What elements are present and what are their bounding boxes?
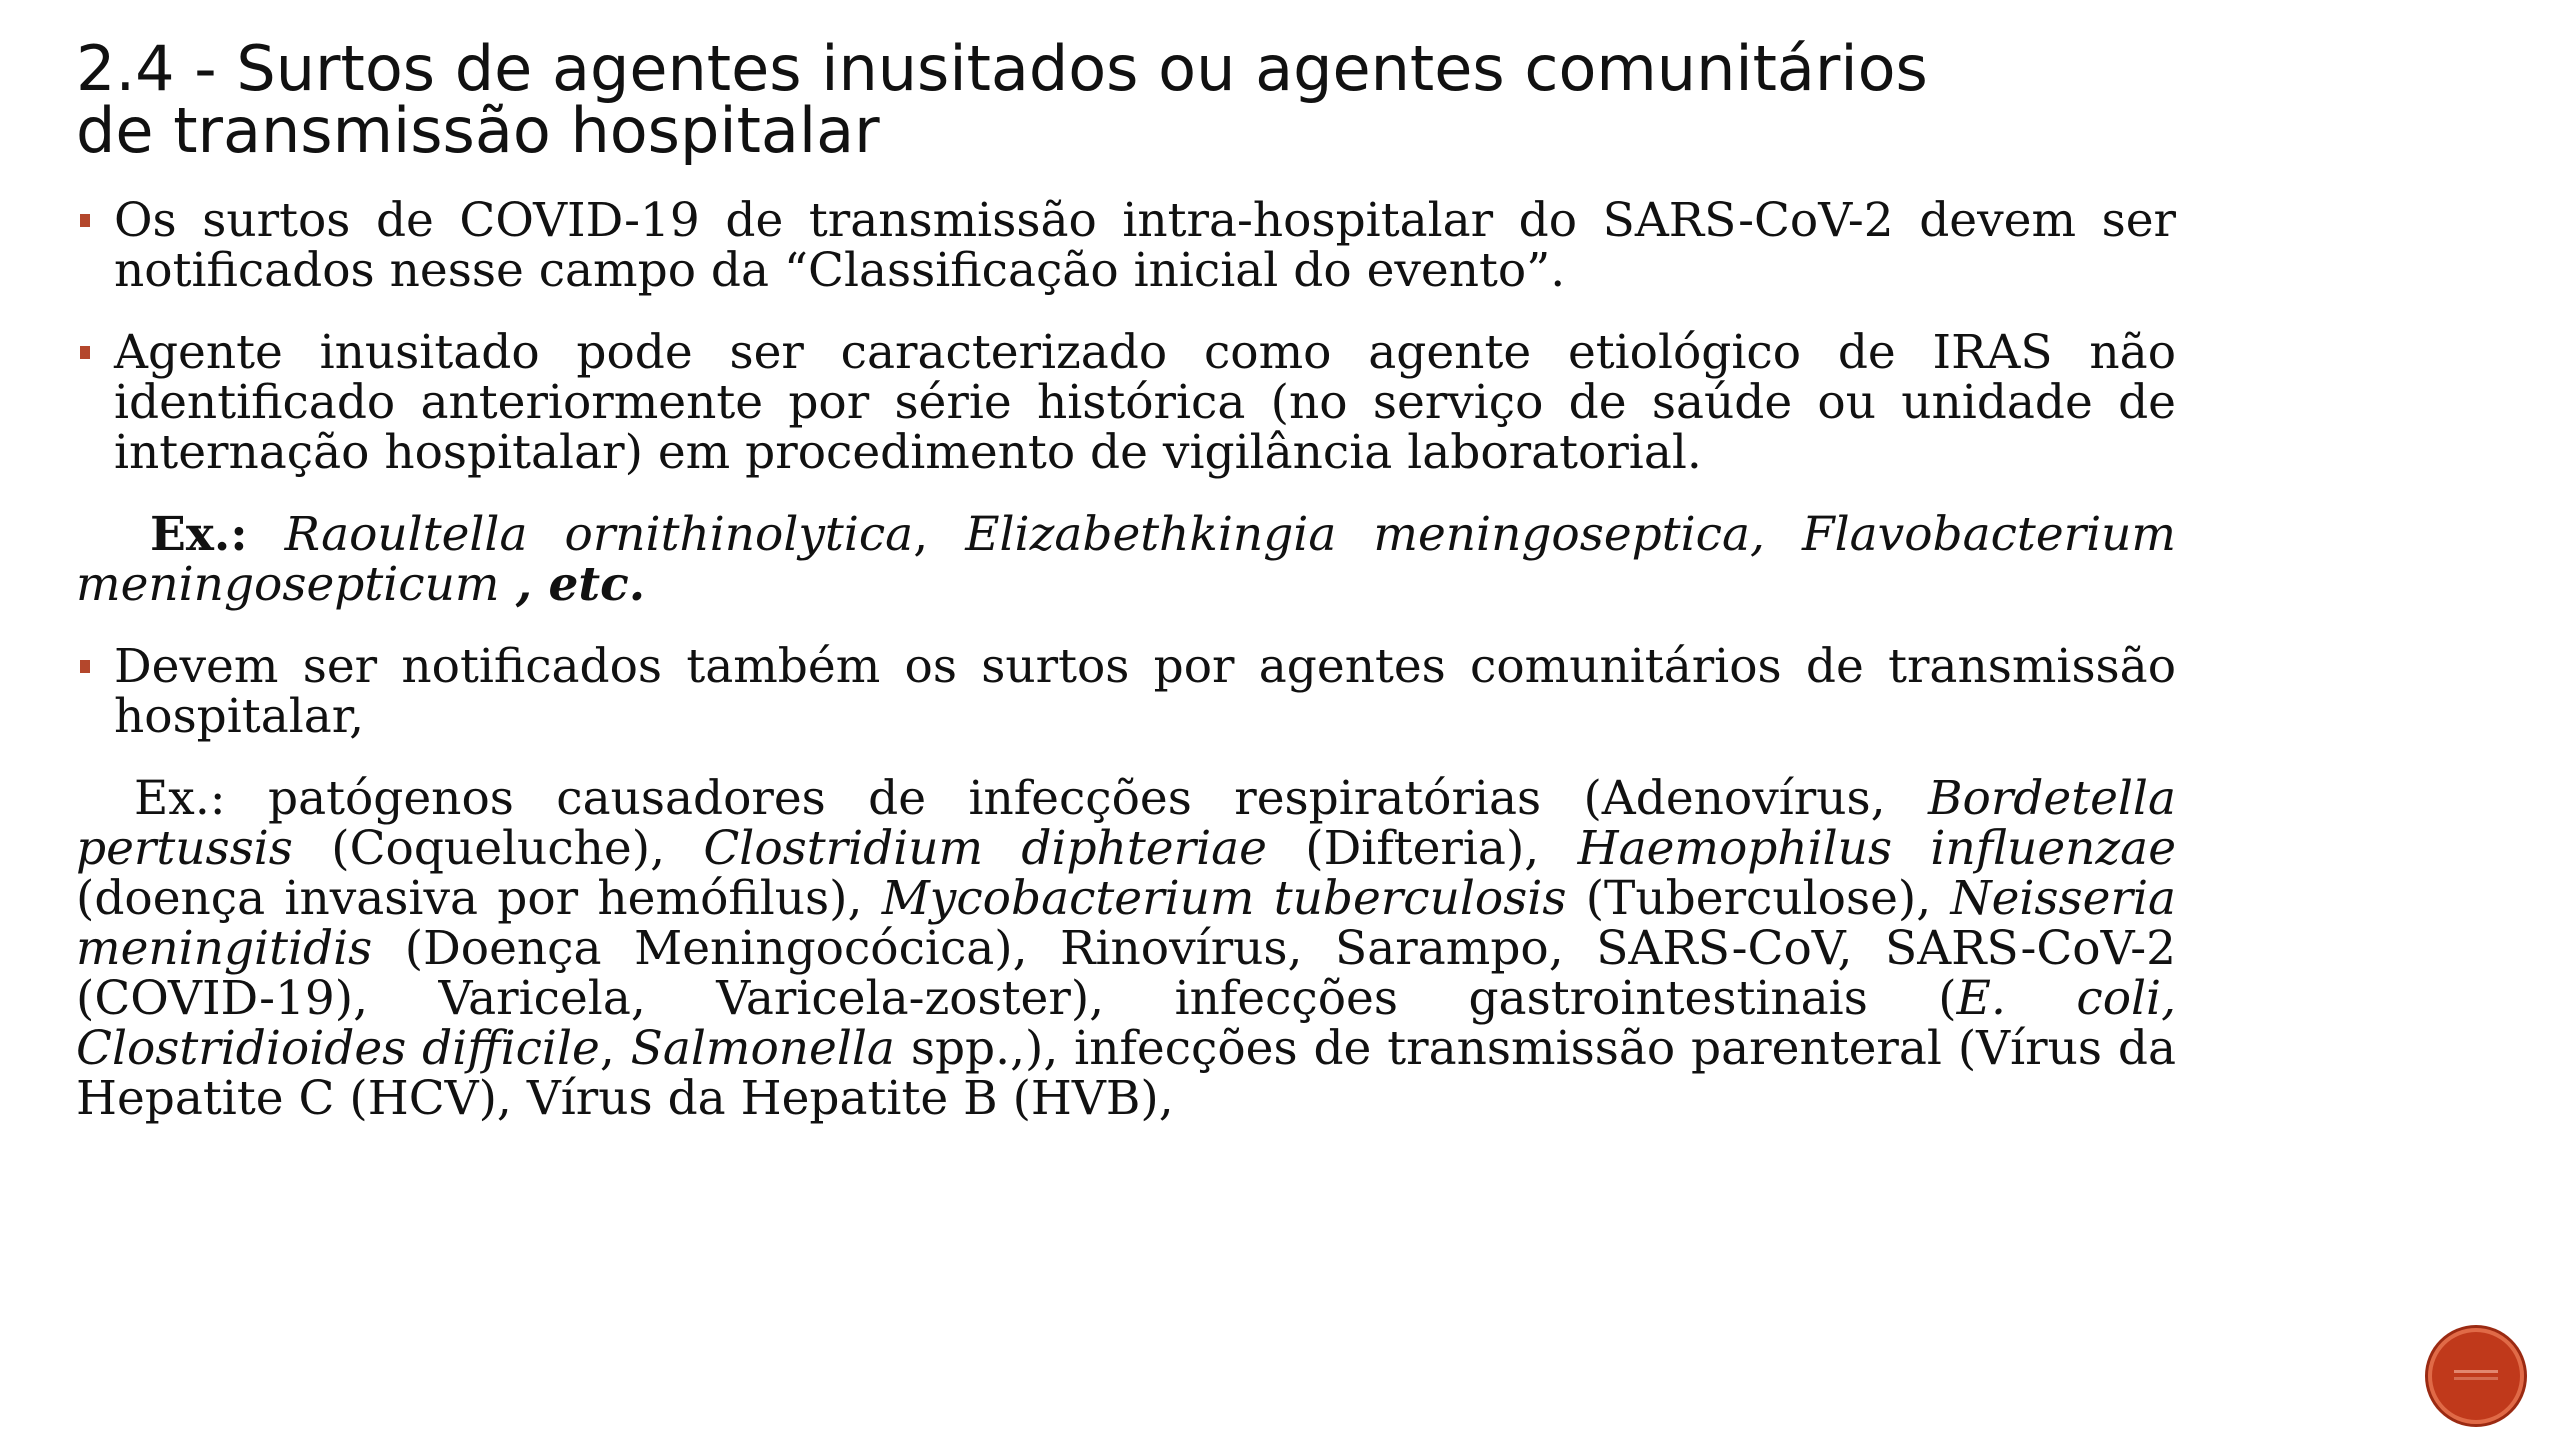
example-label: Ex.: <box>150 507 248 562</box>
next-slide-circle-icon <box>2454 1370 2498 1380</box>
example-text: , <box>599 1021 631 1076</box>
organism-name: Salmonella <box>630 1021 895 1076</box>
organism-name: Raoultella ornithinolytica <box>284 507 914 562</box>
example-text: spp.,), infecções de transmissão parenteral (Vírus da Hepatite C (HCV), Vírus da Hepatite B (HVB), <box>76 1021 2176 1126</box>
etc-label: , etc. <box>499 557 646 612</box>
next-slide-button[interactable] <box>2428 1328 2524 1424</box>
example-text: (Tuberculose), <box>1566 871 1951 926</box>
organism-name: Bordetella pertussis <box>76 771 2176 876</box>
bullet-text: Os surtos de COVID-19 de transmissão intra-hospitalar do SARS-CoV-2 devem ser notificados nesse campo da “Classificação inicial do evento”. <box>114 193 2176 298</box>
example-community-pathogens <box>76 771 2177 1126</box>
organism-name: Neisseria meningitidis <box>76 871 2176 976</box>
bullet-square-icon <box>80 214 90 227</box>
slide-title <box>76 32 2136 167</box>
separator: , <box>913 507 929 562</box>
example-text: (doença invasiva por hemófilus), <box>76 871 882 926</box>
organism-name: E. coli, Clostridioides difficile <box>76 971 2177 1076</box>
example-unusual-agents <box>76 507 2176 612</box>
organism-name: Clostridium diphteriae <box>703 821 1267 876</box>
slide-title-line1: 2.4 - Surtos de agentes inusitados ou agentes comunitários <box>76 32 1928 105</box>
bullet-text: Devem ser notificados também os surtos por agentes comunitários de transmissão hospitalar, <box>114 639 2176 744</box>
bullet-text: Agente inusitado pode ser caracterizado como agente etiológico de IRAS não identificado anteriormente por série histórica (no serviço de saúde ou unidade de internação hospitalar) em procedimento de vigilância laboratorial. <box>114 325 2176 480</box>
organism-name: Mycobacterium tuberculosis <box>881 871 1567 926</box>
bullet-unusual-agent <box>76 325 2176 480</box>
example-text: Ex.: patógenos causadores de infecções respiratórias (Adenovírus, <box>134 771 1928 826</box>
example-text: (Difteria), <box>1266 821 1578 876</box>
bullet-square-icon <box>80 660 90 673</box>
slide-title-line2: de transmissão hospitalar <box>76 94 880 167</box>
bullet-community-agents <box>76 639 2176 744</box>
example-text: (Coqueluche), <box>292 821 704 876</box>
slide-body <box>76 193 2177 1156</box>
organism-name: Haemophilus influenzae <box>1577 821 2177 876</box>
bullet-square-icon <box>80 346 90 359</box>
bullet-covid-outbreaks <box>76 193 2176 298</box>
example-text: (Doença Meningocócica), Rinovírus, Sarampo, SARS-CoV, SARS-CoV-2 (COVID-19), Varicela, Varicela-zoster), infecções gastrointestinais ( <box>76 921 2176 1026</box>
organism-name: Elizabethkingia meningoseptica, Flavobacterium meningosepticum <box>76 507 2176 612</box>
